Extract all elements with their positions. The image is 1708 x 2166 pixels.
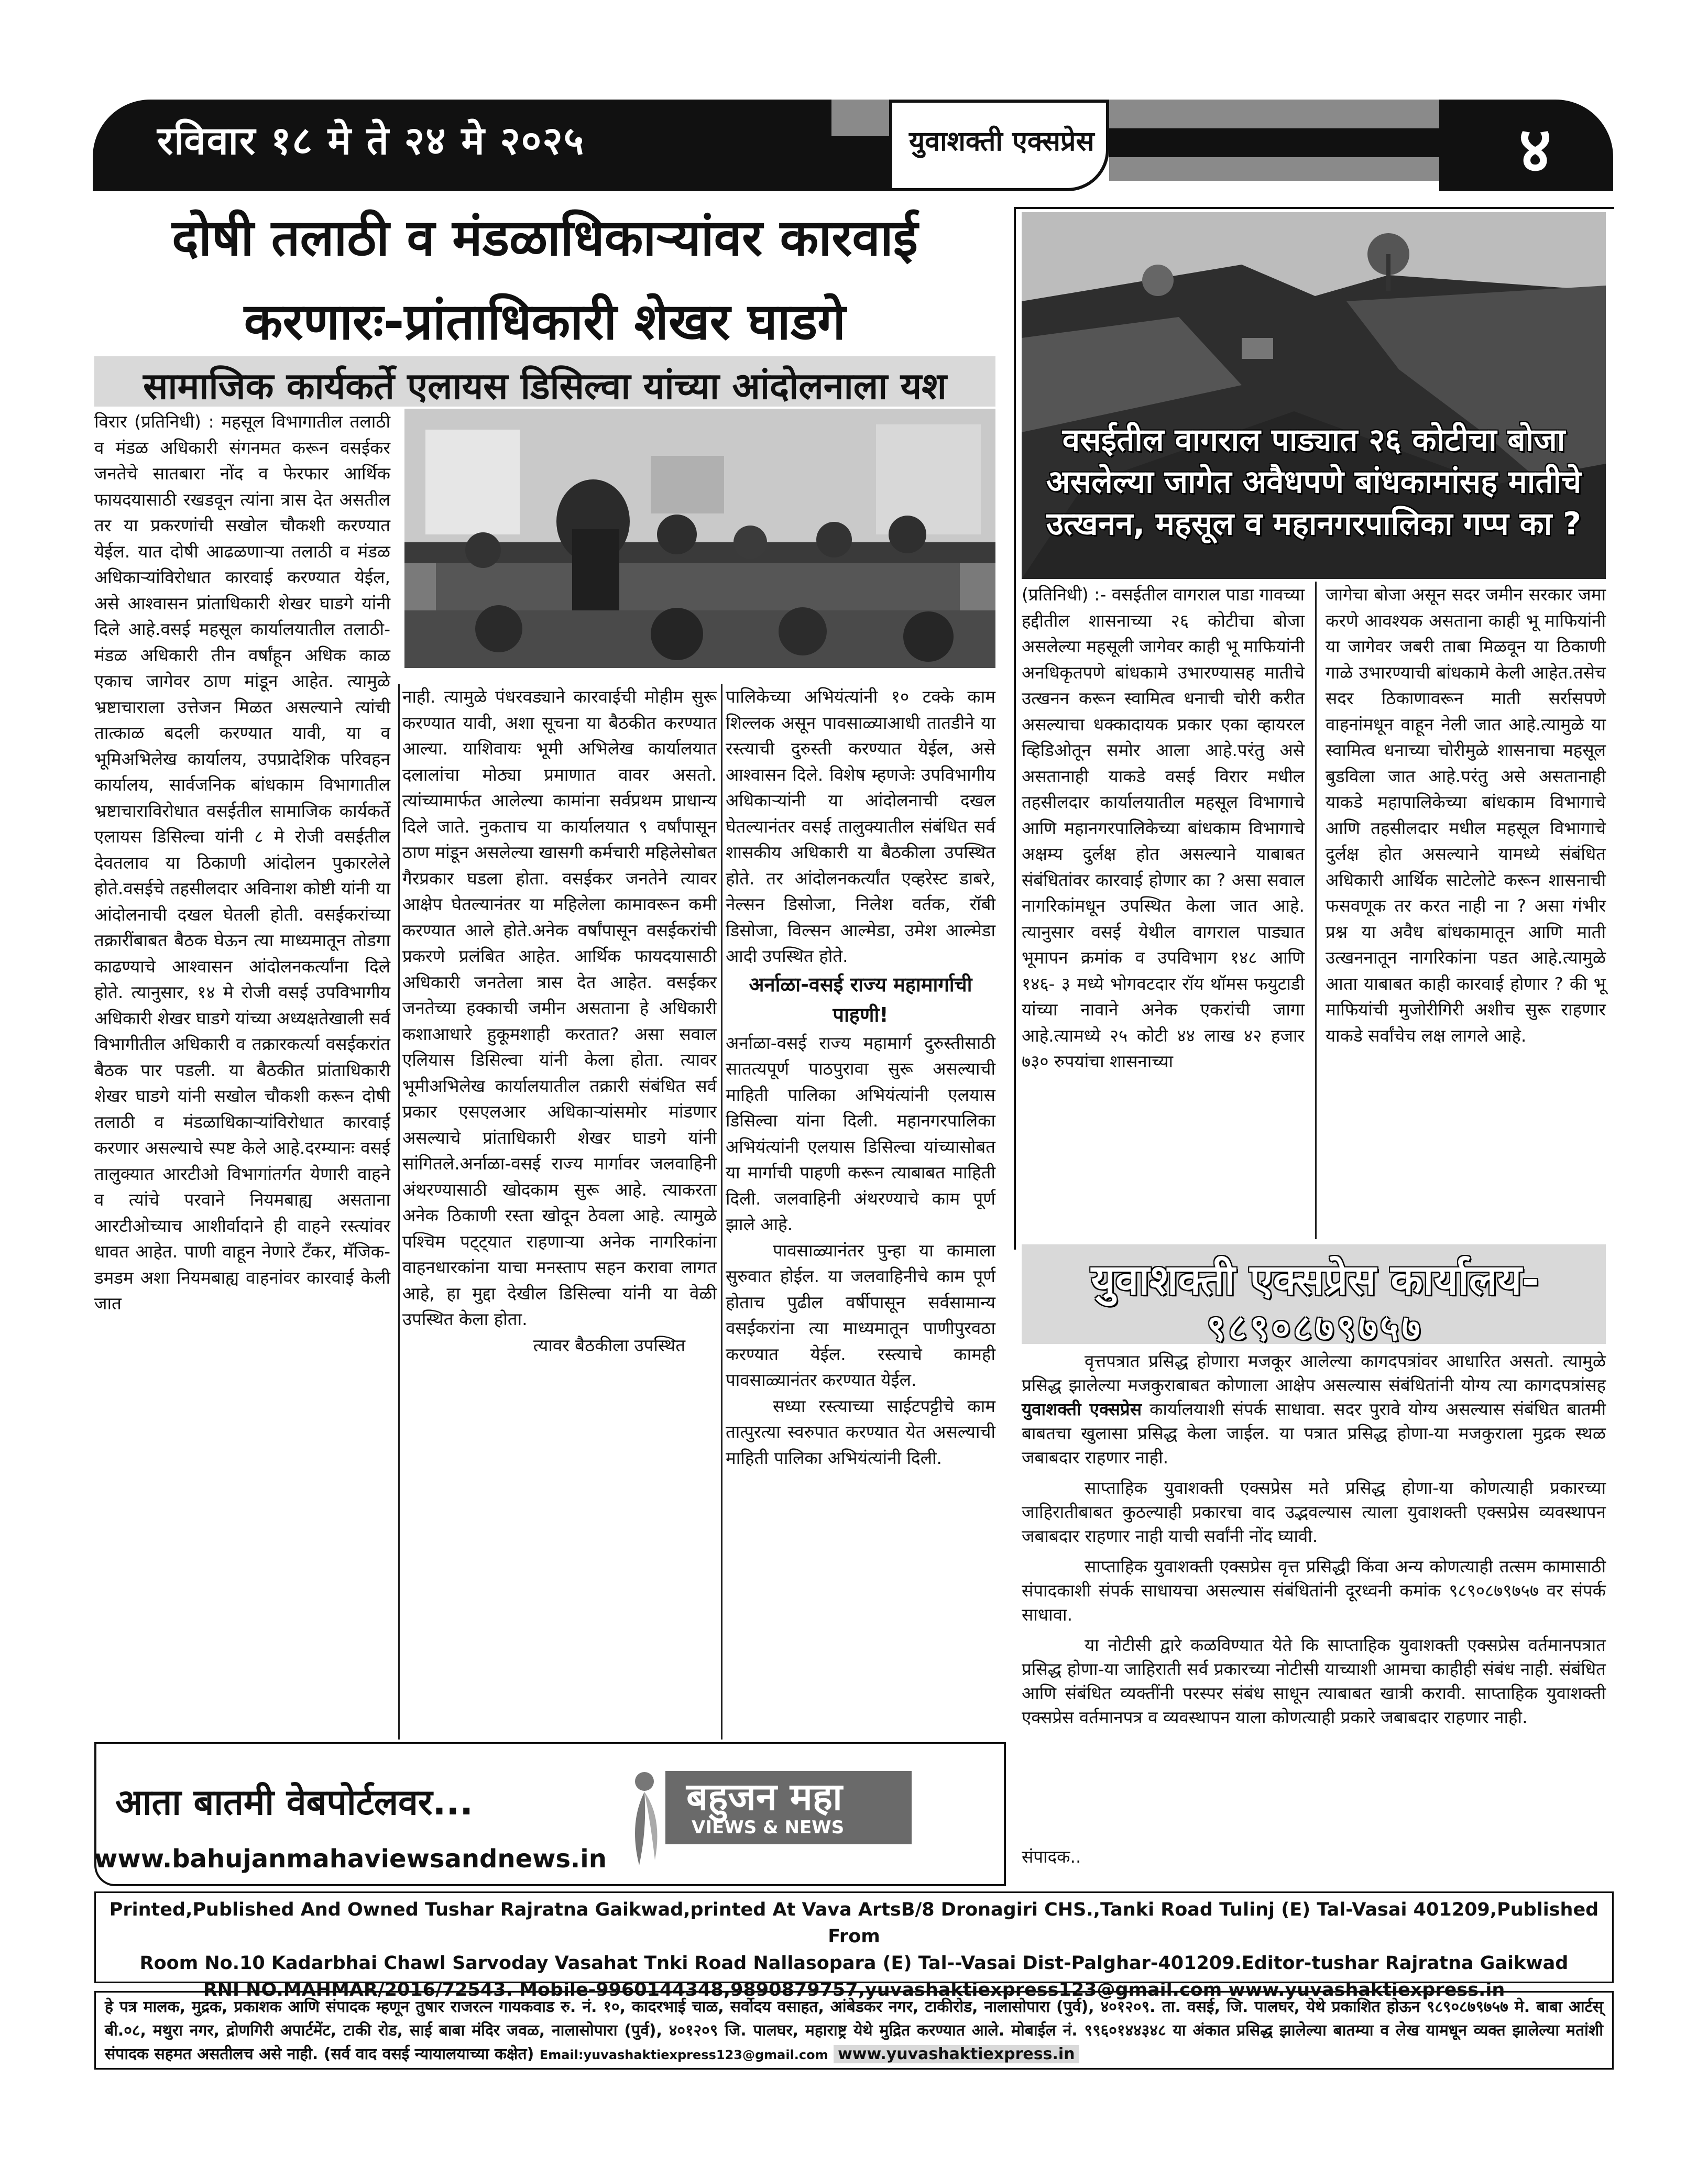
story1-col2-text: नाही. त्यामुळे पंधरवड्याने कारवाईची मोहीम सुरू करण्यात यावी, अशा सूचना या बैठकीत करण्यात आल्या. याशिवायः भूमी अभिलेख कार्यालयात दलालांचा मोठ्या प्रमाणात वावर असतो. त्यांच्यामार्फत आलेल्या कामांना सर्वप्रथम प्राधान्य दिले जाते. नुकताच या कार्यालयात ९ वर्षांपासून ठाण मांडून असलेल्या खासगी कर्मचारी महिलेसोबत गैरप्रकार घडला होता. वसईकर जनतेने त्यावर आक्षेप घेतल्यानंतर या महिलेला कामावरून कमी करण्यात आले होते.अनेक वर्षांपासून वसईकरांची प्रकरणे प्रलंबित आहेत. आर्थिक फायदयासाठी अधिकारी जनतेला त्रास देत आहेत. वसईकर जनतेच्या हक्काची जमीन असताना हे अधिकारी कशाआधारे हुकूमशाही करतात? असा सवाल एलियास डिसिल्वा यांनी केला होता. त्यावर भूमीअभिलेख कार्यालयातील तक्रारी संबंधित सर्व प्रकार एसएलआर अधिकाऱ्यांसमोर मांडणार असल्याचे प्रांताधिकारी शेखर घाडगे यांनी सांगितले.अर्नाळा-वसई राज्य मार्गावर जलवाहिनी अंथरण्यासाठी खोदकाम सुरू आहे. त्याकरता अनेक ठिकाणी रस्ता खोदून ठेवला आहे. त्यामुळे पश्चिम पट्ट्यात राहणाऱ्या अनेक नागरिकांना वाहनधारकांना याचा मनस्ताप सहन करावा लागत आहे, हा मुद्दा देखील डिसिल्वा यांनी या वेळी उपस्थित केला होता. — [402, 686, 717, 1329]
story1-col2-end: त्यावर बैठकीला उपस्थित — [533, 1334, 685, 1355]
subheadline: सामाजिक कार्यकर्ते एलायस डिसिल्वा यांच्या आंदोलनाला यश — [143, 365, 947, 408]
issue-date: रविवार १८ मे ते २४ मे २०२५ — [157, 118, 585, 163]
imprint-email: Email:yuvashaktiexpress123@gmail.com — [539, 2048, 828, 2062]
masthead-logo: युवाशक्ती एक्सप्रेस — [909, 126, 1094, 157]
story2-col2-text: जागेचा बोजा असून सदर जमीन सरकार जमा करणे आवश्यक असताना काही भू माफियांनी या जागेवर जबरी ताबा मिळवून या ठिकाणी गाळे उभारण्याची बांधकामे केली आहेत.तसेच सदर ठिकाणावरून माती सर्रासपणे वाहनांमधून वाहून नेली जात आहे.त्यामुळे या स्वामित्व धनाच्या चोरीमुळे शासनाचा महसूल बुडविला जात आहे.परंतु असे असतानाही याकडे महापालिकेच्या बांधकाम विभागाचे आणि तहसीलदार मधील महसूल विभागाचे दुर्लक्ष होत असल्याने यामध्ये संबंधित अधिकारी आर्थिक साटेलोटे करून शासनाची फसवणूक तर करत नाही ना ? असा गंभीर प्रश्न या अवैध बांधकामातून आणि माती उत्खननातून नागरिकांना पडत आहे.त्यामुळे आता याबाबत काही कारवाई होणार ? की भू माफियांची मुजोरीगिरी अशीच सुरू राहणार याकडे सर्वांचेच लक्ष लागले आहे. — [1326, 584, 1606, 1046]
headline-line1: दोषी तलाठी व मंडळाधिकाऱ्यांवर कारवाई — [172, 209, 918, 267]
headline-line2: करणारः-प्रांताधिकारी शेखर घाडगे — [244, 292, 846, 351]
notice-p1-b: कार्यालयाशी संपर्क साधावा. सदर पुरावे योग्य असल्यास संबंधित बातमी बाबतचा खुलासा प्रसिद्ध केला जाईल. या पत्रात प्रसिद्ध होणा-या मजकुराला मुद्रक स्थळ जबाबदार राहणार नाही. — [1022, 1399, 1606, 1468]
marathi-imprint — [105, 1995, 1603, 2067]
office-phone: ९८९०८७९७५७ — [1207, 1308, 1424, 1349]
notice-p3: साप्ताहिक युवाशक्ती एक्सप्रेस वृत्त प्रसिद्धी किंवा अन्य कोणत्याही तत्सम कामासाठी संपादकाशी संपर्क साधायचा असल्यास संबंधितांनी दूरध्वनी कमांक ९८९०८७९७५७ वर संपर्क साधावा. — [1022, 1556, 1606, 1625]
notice-p1-a: वृत्तपत्रात प्रसिद्ध होणारा मजकूर आलेल्या कागदपत्रांवर आधारित असतो. त्यामुळे प्रसिद्ध झालेल्या मजकुराबाबत कोणाला आक्षेप असल्यास संबंधितांनी योग्य त्या कागदपत्रांसह — [1022, 1351, 1606, 1395]
people-logo-icon — [618, 1760, 671, 1876]
imprint-line: Room No.10 Kadarbhai Chawl Sarvoday Vasahat Tnki Road Nallasopara (E) Tal--Vasai Dist-Palghar-401209.Editor-tushar Rajratna Gaikwad — [139, 1953, 1569, 1974]
masthead-gray-block — [831, 100, 889, 136]
column-divider — [398, 684, 400, 1740]
notice-brand: युवाशक्ती एक्सप्रेस — [1022, 1399, 1142, 1419]
story1-column3 — [726, 684, 995, 1471]
story2-column1 — [1022, 582, 1305, 1075]
story1-col3-text-d: सध्या रस्त्याच्या साईटपट्टीचे काम तात्पुरत्या स्वरुपात करण्यात येत असल्याची माहिती पालिका अभियंत्यांनी दिली. — [726, 1395, 995, 1468]
meeting-photo — [404, 409, 995, 668]
story1-col3-text-b: अर्नाळा-वसई राज्य महामार्ग दुरुस्तीसाठी सातत्यपूर्ण पाठपुरावा सुरू असल्याची माहिती पालिका अभियंत्यांनी एलयास डिसिल्वा यांना दिली. महानगरपालिका अभियंत्यांनी एलयास डिसिल्वा यांच्यासोबत या मार्गाची पाहणी करून त्याबाबत माहिती दिली. जलवाहिनी अंथरण्याचे काम पूर्ण झाले आहे. — [726, 1032, 995, 1234]
column-divider — [1315, 582, 1317, 1239]
meeting-photo-illustration — [404, 409, 995, 668]
story1-column2 — [402, 684, 717, 1358]
story1-col1-text: विरार (प्रतिनिधी) : महसूल विभागातील तलाठी व मंडळ अधिकारी संगनमत करून वसईकर जनतेचे सातबारा नोंद व फेरफार आर्थिक फायदयासाठी रखडवून त्यांना त्रास देत असतील तर या प्रकरणांची सखोल चौकशी करण्यात येईल. यात दोषी आढळणाऱ्या तलाठी व मंडळ अधिकाऱ्यांविरोधात कारवाई करण्यात येईल, असे आश्वासन प्रांताधिकारी शेखर घाडगे यांनी दिले आहे.वसई महसूल कार्यालयातील तलाठी-मंडळ अधिकारी तीन वर्षांहून अधिक काळ एकाच जागेवर ठाण मांडून आहेत. त्यामुळे भ्रष्टाचाराला उत्तेजन मिळत असल्याने त्यांची तात्काळ बदली करण्यात यावी, या व भूमिअभिलेख कार्यालय, उपप्रादेशिक परिवहन कार्यालय, सार्वजनिक बांधकाम विभागातील भ्रष्टाचाराविरोधात वसईतील सामाजिक कार्यकर्ते एलायस डिसिल्वा यांनी ८ मे रोजी वसईतील देवतलाव या ठिकाणी आंदोलन पुकारलेले होते.वसईचे तहसीलदार अविनाश कोष्टी यांनी या आंदोलनाची दखल घेतली होती. वसईकरांच्या तक्रारींबाबत बैठक घेऊन त्या माध्यमातून तोडगा काढण्याचे आश्वासन आंदोलनकर्त्यांना दिले होते. त्यानुसार, १४ मे रोजी वसई उपविभागीय अधिकारी शेखर घाडगे यांच्या अध्यक्षतेखाली सर्व विभागीतील अधिकारी व तक्रारकर्त्या वसईकरांत बैठक पार पडली. या बैठकीत प्रांताधिकारी शेखर घाडगे यांनी सखोल चौकशी करून दोषी तलाठी व मंडळाधिकाऱ्यांविरोधात कारवाई करणार असल्याचे स्पष्ट केले आहे.दरम्यानः वसई तालुक्यात आरटीओ विभागांतर्गत येणारी वाहने व त्यांचे परवाने नियमबाह्य असताना आरटीओच्याच आशीर्वादाने ही वाहने रस्त्यांवर धावत आहेत. पाणी वाहून नेणारे टँकर, मॅजिक-डमडम अशा नियमबाह्य वाहनांवर कारवाई केली जात — [94, 411, 390, 1314]
editor-signoff: संपादक.. — [1022, 1846, 1081, 1867]
imprint-line: Printed,Published And Owned Tushar Rajratna Gaikwad,printed At Vava ArtsB/8 Dronagiri CHS.,Tanki Road Tulinj (E) Tal-Vasai 401209,Published From — [109, 1899, 1599, 1947]
story1-subhead: अर्नाळा-वसई राज्य महामार्गाची पाहणी! — [749, 972, 972, 1026]
ad-logo-name: बहुजन महा — [686, 1775, 842, 1819]
masthead-black-block — [831, 136, 889, 191]
story2-col1-text: (प्रतिनिधी) :- वसईतील वागराल पाडा गावच्या हद्दीतील शासनाच्या २६ कोटीचा बोजा असलेल्या महसूली जागेवर काही भू माफियांनी अनधिकृतपणे बांधकामे उभारण्यासह मातीचे उत्खनन करून स्वामित्व धनाची चोरी करीत असल्याचा धक्कादायक प्रकार एका व्हायरल व्हिडिओतून समोर आला आहे.परंतु असे असतानाही याकडे वसई विरार मधील तहसीलदार कार्यालयातील महसूल विभागाचे आणि महानगरपालिकेच्या बांधकाम विभागाचे अक्षम्य दुर्लक्ष होत असल्याने याबाबत संबंधितांवर कारवाई होणार का ? असा सवाल नागरिकांमधून उपस्थित केला जात आहे. त्यानुसार वसई येथील वागराल पाड्यात भूमापन क्रमांक व उपविभाग १४८ आणि १४६- ३ मध्ये भोगवटदार रॉय थॉमस फयुटाडी यांच्या नावाने अनेक एकरांची जागा आहे.त्यामध्ये २५ कोटी ४४ लाख ४२ हजार ७३० रुपयांचा शासनाच्या — [1022, 584, 1305, 1071]
story2-column2 — [1326, 582, 1606, 1048]
ad-logo-subtitle: VIEWS & NEWS — [692, 1817, 845, 1838]
column-divider — [721, 684, 722, 1740]
notice-paragraph — [1022, 1349, 1606, 1470]
story2-headline: वसईतील वागराल पाड्यात २६ कोटीचा बोजा असलेल्या जागेत अवैधपणे बांधकामांसह मातीचे उत्खनन, महसूल व महानगरपालिका गप्प का ? — [1046, 422, 1582, 542]
story1-col3-text-c: पावसाळ्यानंतर पुन्हा या कामाला सुरुवात होईल. या जलवाहिनीचे काम पूर्ण होताच पुढील वर्षीपासून सर्वसामान्य वसईकरांना त्या माध्यमातून पाणीपुरवठा करण्यात येईल. रस्त्याचे कामही पावसाळ्यानंतर करण्यात येईल. — [726, 1240, 996, 1390]
story1-col3-text-a: पालिकेच्या अभियंत्यांनी १० टक्के काम शिल्लक असून पावसाळ्याआधी तातडीने या रस्त्याची दुरुस्ती करण्यात येईल, असे आश्वासन दिले. विशेष म्हणजेः उपविभागीय अधिकाऱ्यांनी या आंदोलनाची दखल घेतल्यानंतर वसई तालुक्यातील संबंधित सर्व शासकीय अधिकारी या बैठकीला उपस्थित होते. तर आंदोलनकर्त्यांत एव्हरेस्ट डाबरे, नेल्सन डिसोजा, निलेश वर्तक, रॉबी डिसोजा, विल्सन आल्मेडा, उमेश आल्मेडा आदी उपस्थित होते. — [726, 686, 995, 966]
ad-url-link[interactable]: www.bahujanmahaviewsandnews.in — [94, 1844, 607, 1874]
masthead-stripe — [1109, 100, 1439, 128]
story1-column1 — [94, 409, 390, 1317]
disclaimer-notice — [1022, 1349, 1606, 1736]
notice-p2: साप्ताहिक युवाशक्ती एक्सप्रेस मते प्रसिद्ध होणा-या कोणत्याही प्रकारच्या जाहिरातीबाबत कुठल्याही प्रकारचा वाद उद्भवल्यास त्याला युवाशक्ती एक्सप्रेस व्यवस्थापन जबाबदार राहणार नाही याची सर्वांनी नोंद घ्यावी. — [1022, 1478, 1606, 1546]
imprint-site-link[interactable]: www.yuvashaktiexpress.in — [834, 2045, 1079, 2063]
masthead-stripe — [1109, 157, 1439, 181]
notice-p4: या नोटीसी द्वारे कळविण्यात येते कि साप्ताहिक युवाशक्ती एक्सप्रेस वर्तमानपत्रात प्रसिद्ध होणा-या जाहिराती सर्व प्रकारच्या नोटीसी याच्याशी आमचा काहीही संबंध नाही. संबंधित आणि संबंधित व्यक्तींनी परस्पर संबंध साधून त्याबाबत खात्री करावी. साप्ताहिक युवाशक्ती एक्सप्रेस वर्तमानपत्र व व्यवस्थापन याला कोणत्याही प्रकारे जबाबदार राहणार नाही. — [1022, 1635, 1606, 1727]
office-title: युवाशक्ती एक्सप्रेस कार्यालय- — [1091, 1255, 1539, 1304]
ad-text: आता बातमी वेबपोर्टलवर... — [115, 1782, 474, 1823]
page-number: ४ — [1518, 114, 1552, 187]
panel-border — [1014, 207, 1016, 1250]
english-imprint — [100, 1897, 1608, 2004]
marathi-imprint-text: हे पत्र मालक, मुद्रक, प्रकाशक आणि संपादक म्हणून तुषार राजरत्न गायकवाड रु. नं. १०, कादरभाई चाळ, सर्वोदय वसाहत, आंबेडकर नगर, टाकीरोड, नालासोपारा (पुर्व), ४०१२०९. ता. वसई, जि. पालघर, येथे प्रकाशित होऊन ९८९०८७९७५७ मे. बाबा आर्टस् बी.०८, मथुरा नगर, द्रोणगिरी अपार्टमेंट, टाकी रोड, साई बाबा मंदिर जवळ, नालासोपारा (पुर्व), ४०१२०९ जि. पालघर, महाराष्ट्र येथे मुद्रित करण्यात आले. मोबाईल नं. ९९६०१४४३४८ या अंकात प्रसिद्ध झालेल्या बातम्या व लेख यामधून व्यक्त झालेल्या मतांशी संपादक सहमत असतीलच असे नाही. (सर्व वाद वसई न्यायालयाच्या कक्षेत) — [105, 1998, 1603, 2063]
imprint-line: RNI NO.MAHMAR/2016/72543. Mobile-9960144348,9890879757,yuvashaktiexpress123@gmail.com www.yuvashaktiexpress.in — [203, 1979, 1505, 2000]
masthead-stripe — [1109, 128, 1439, 157]
panel-border — [1014, 207, 1614, 209]
